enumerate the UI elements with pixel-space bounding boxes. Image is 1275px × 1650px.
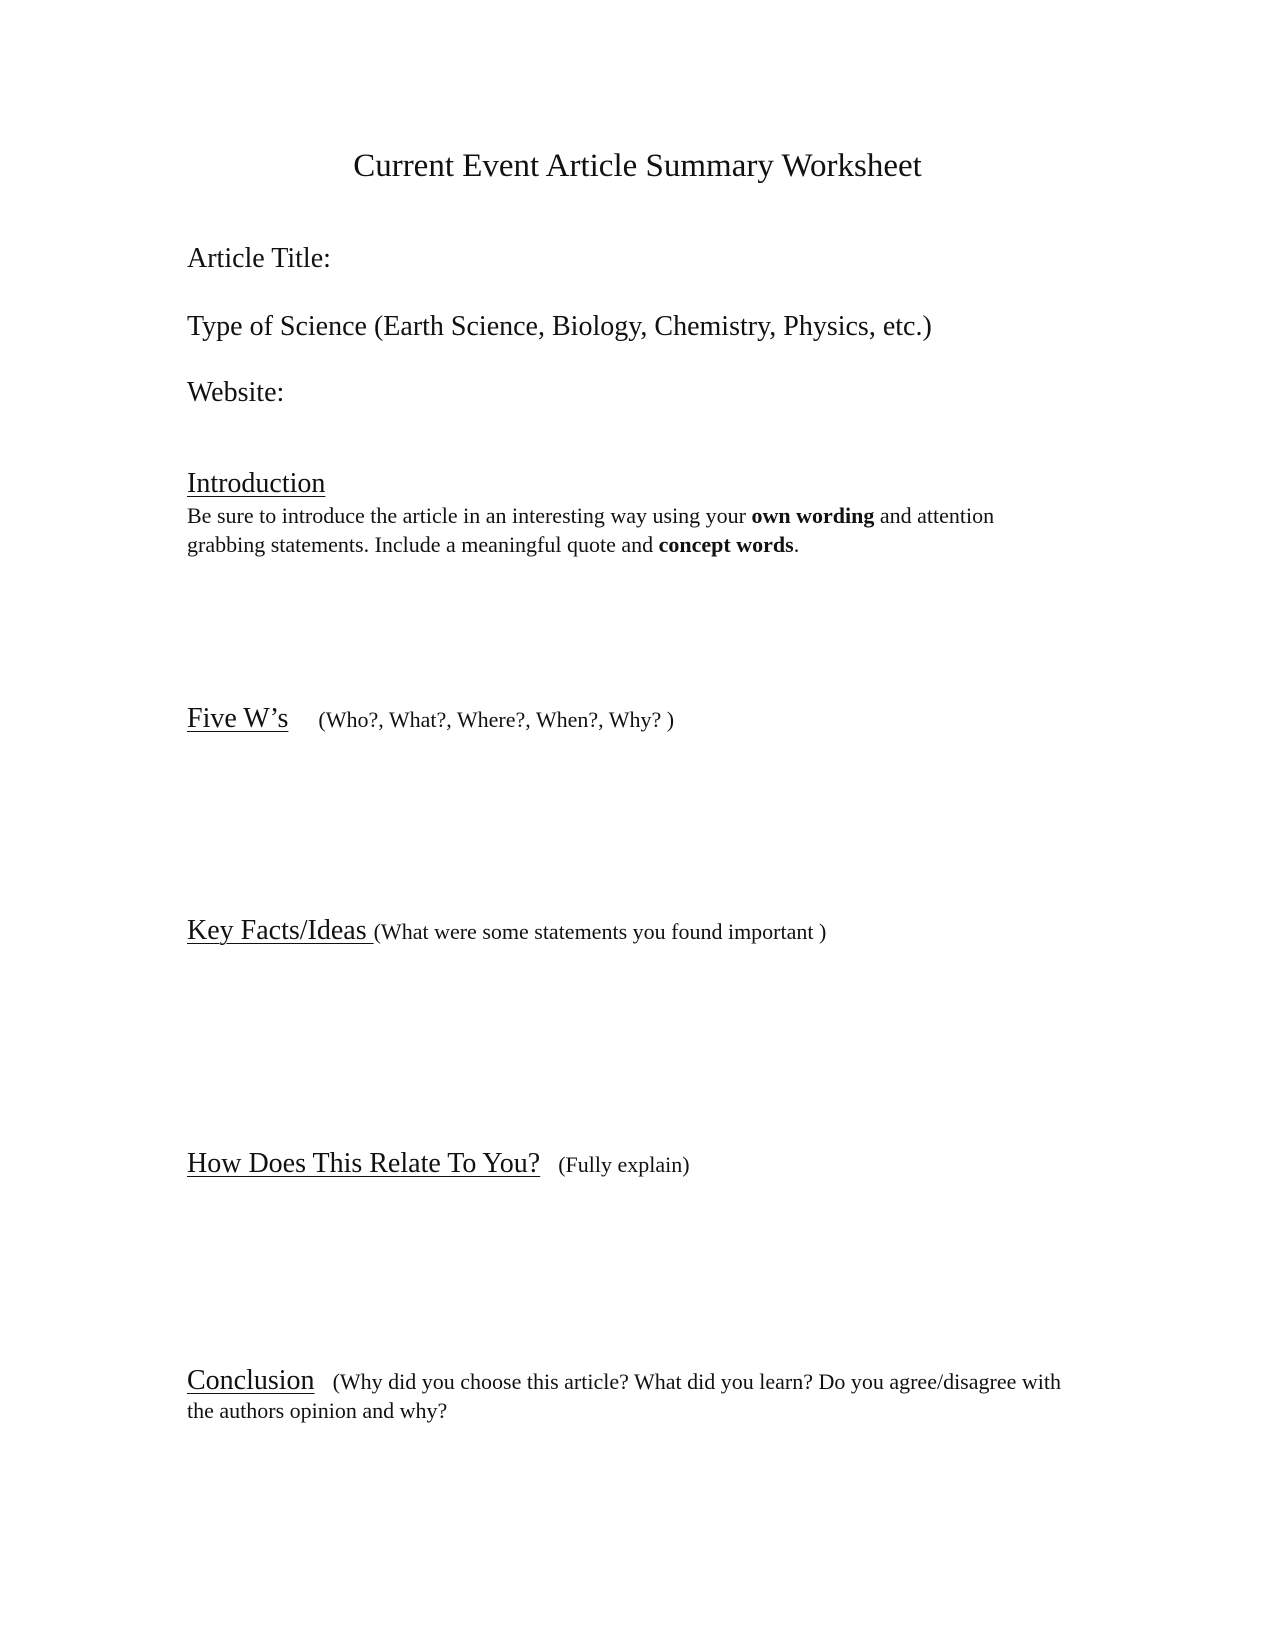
conclusion-section (187, 1366, 1087, 1425)
relate-note: (Fully explain) (558, 1152, 690, 1177)
type-of-science-label: Type of Science (Earth Science, Biology, Chemistry, Physics, etc.) (187, 311, 932, 342)
introduction-bold-own-wording: own wording (751, 503, 875, 528)
introduction-heading: Introduction (187, 468, 326, 499)
key-facts-section (187, 915, 826, 947)
introduction-text-1: Be sure to introduce the article in an interesting way using your (187, 503, 752, 528)
five-ws-note: (Who?, What?, Where?, When?, Why? ) (318, 707, 675, 732)
conclusion-heading: Conclusion (187, 1365, 315, 1396)
five-ws-heading: Five W’s (187, 703, 289, 734)
website-label: Website: (187, 377, 285, 408)
conclusion-note: (Why did you choose this article? What did you learn? Do you agree/disagree with the authors opinion and why? (187, 1369, 1061, 1423)
introduction-bold-concept-words: concept words (658, 532, 794, 557)
five-ws-section (187, 703, 674, 735)
article-title-label: Article Title: (187, 243, 331, 274)
relate-section (187, 1148, 690, 1180)
worksheet-title: Current Event Article Summary Worksheet (353, 148, 922, 184)
key-facts-heading: Key Facts/Ideas (187, 915, 374, 946)
relate-heading: How Does This Relate To You? (187, 1148, 541, 1179)
introduction-text-2: and attention grabbing statements. Include a meaningful quote and (187, 503, 995, 557)
introduction-text-3: . (793, 532, 800, 557)
key-facts-note: (What were some statements you found important ) (373, 919, 827, 944)
introduction-instructions (187, 501, 1047, 559)
